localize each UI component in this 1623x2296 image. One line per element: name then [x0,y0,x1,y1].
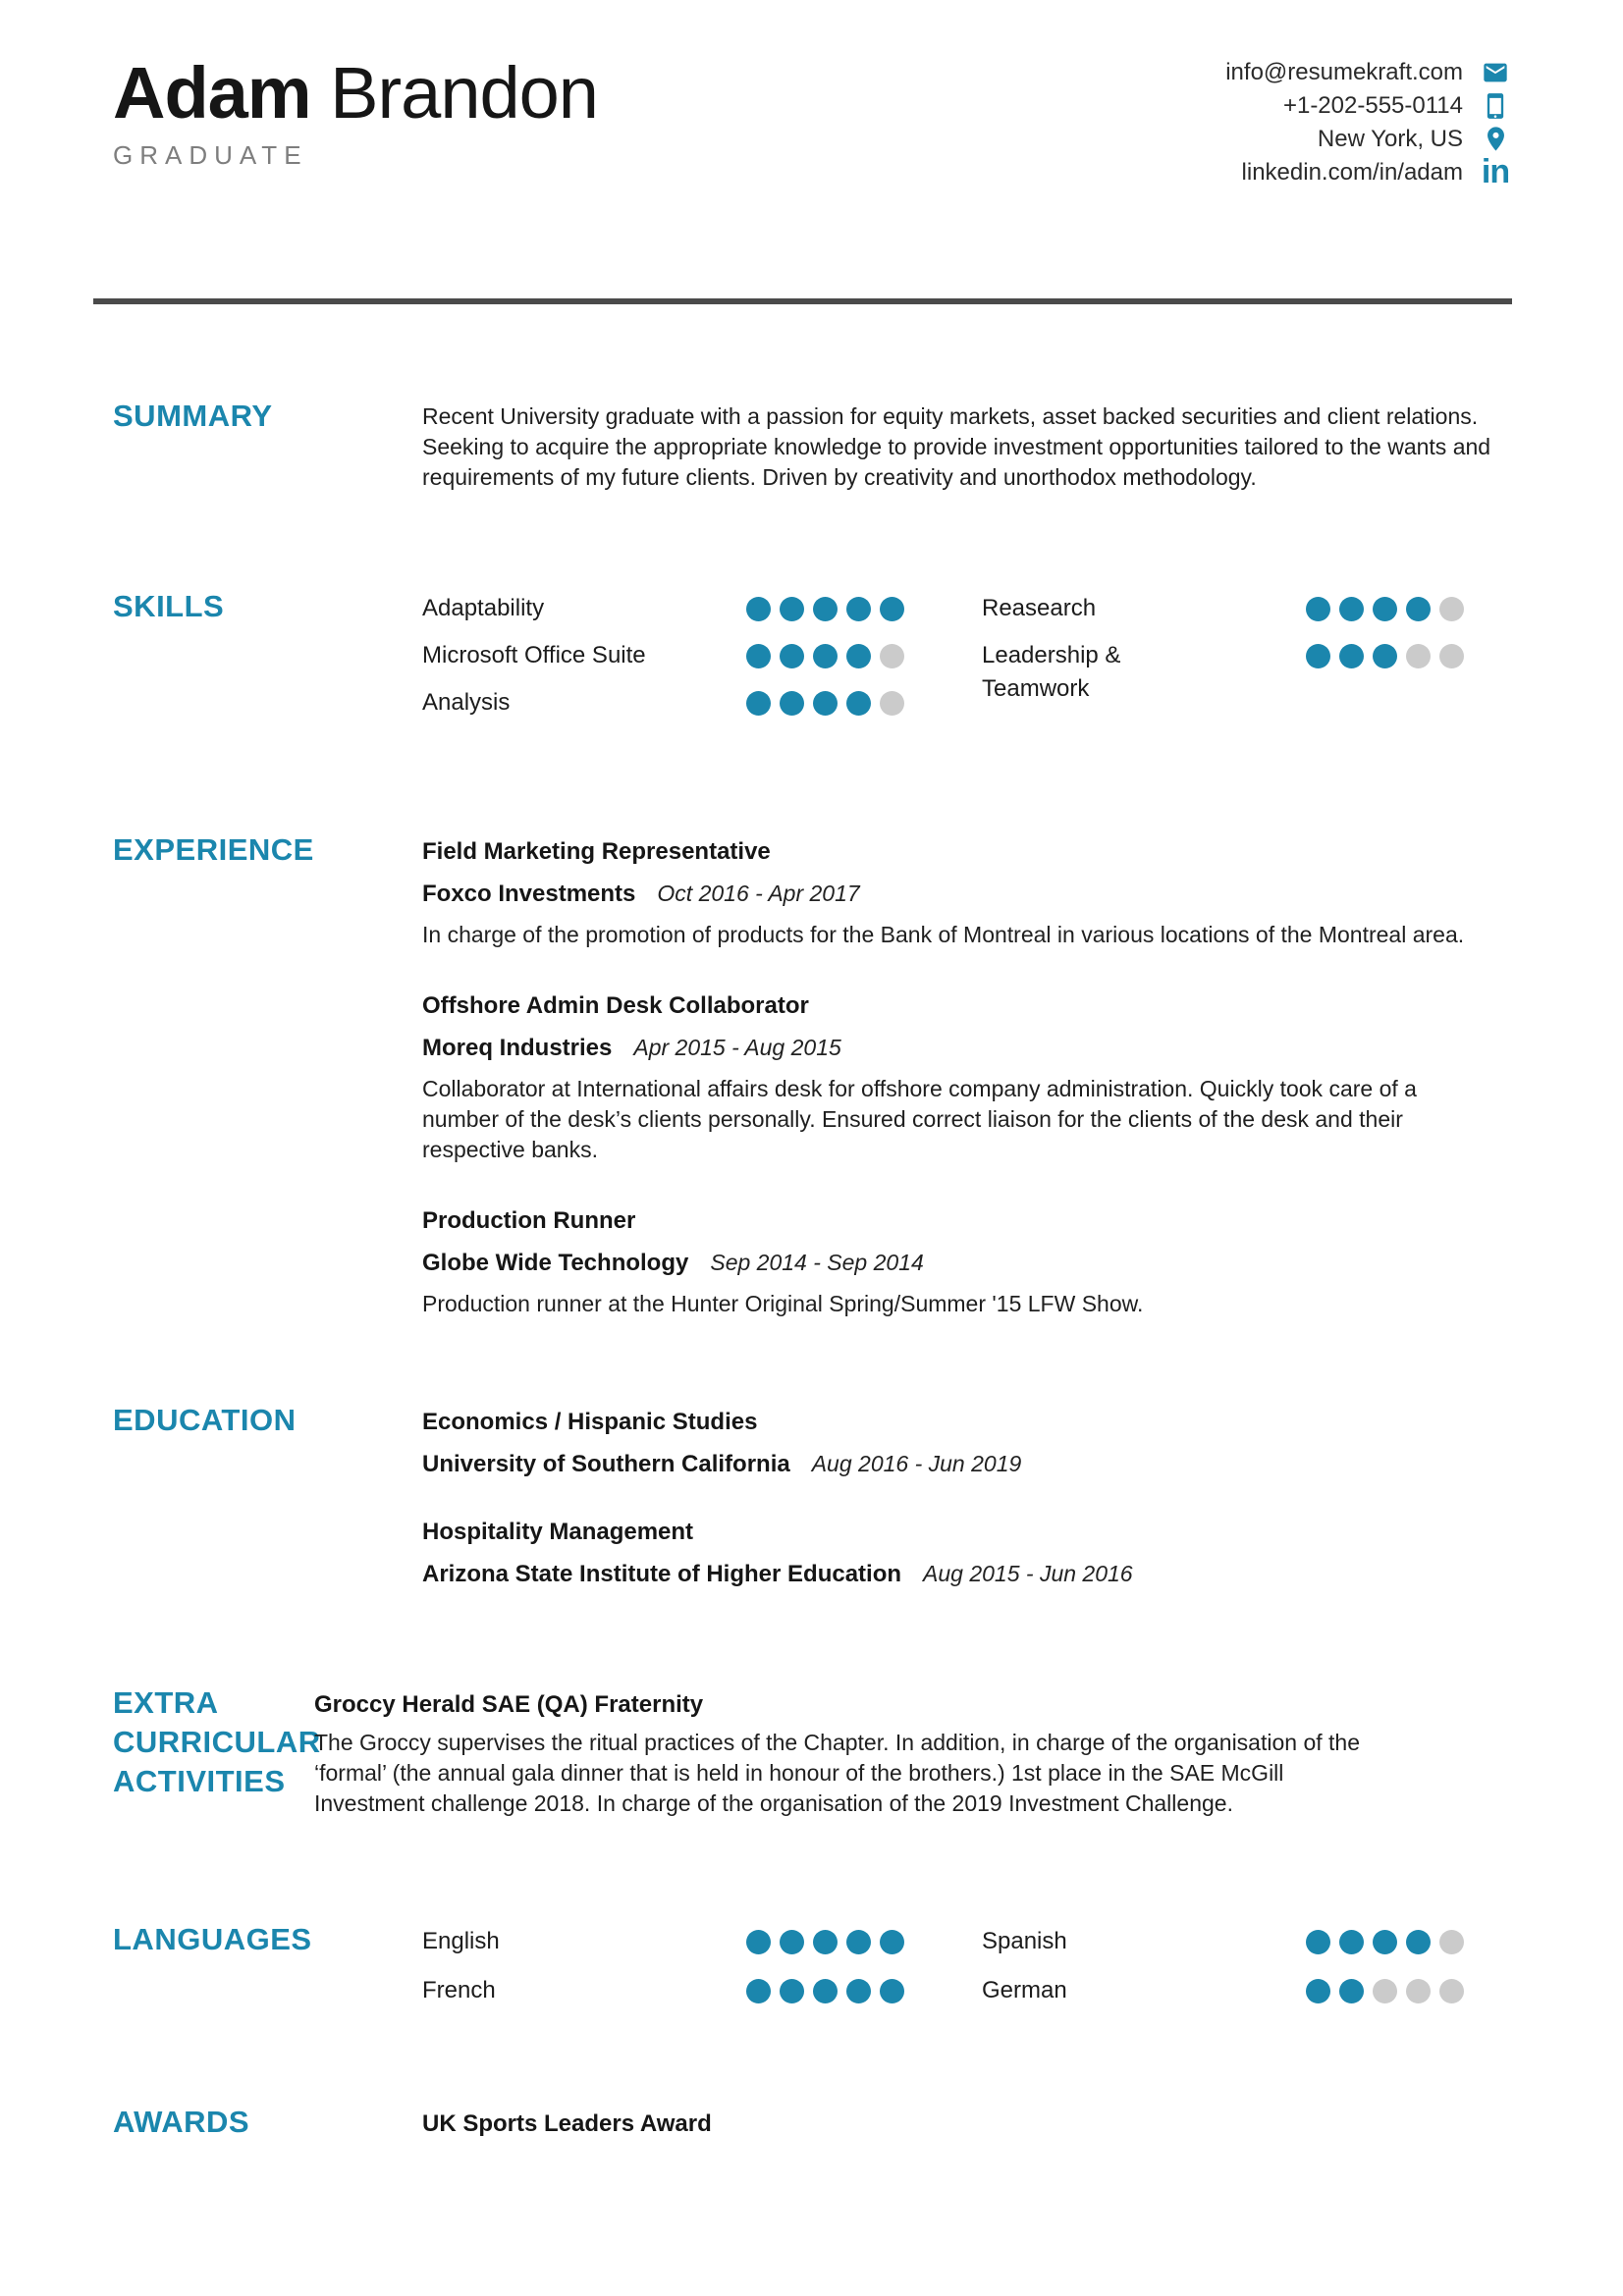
rating-dot-filled [846,644,871,668]
email-icon [1479,59,1512,86]
education-entry [422,1516,1512,1594]
degree-text: Hospitality Management [422,1519,694,1545]
experience-entry [422,989,1512,1165]
company-name: Moreq Industries [422,1035,613,1061]
section-awards [113,2105,1512,2142]
extra-curricular-heading: EXTRA CURRICULAR ACTIVITIES [113,1685,321,1798]
divider [93,298,1512,304]
first-name: Adam [113,52,311,133]
rating-dot-filled [880,1979,904,2003]
rating-dot-filled [746,1930,771,1954]
section-extra-curricular [113,1685,1512,1819]
rating-dot-filled [846,691,871,716]
rating-dot-filled [1406,1930,1431,1954]
skill-rating [746,644,904,672]
header [113,0,1512,190]
rating-dot-filled [1306,644,1330,668]
contact-email [1225,60,1512,84]
skill-label: Microsoft Office Suite [422,642,646,668]
language-item [422,1925,982,1958]
linkedin-icon: in [1481,153,1510,190]
rating-dot-filled [1339,597,1364,621]
rating-dot-empty [880,691,904,716]
rating-dot-filled [1339,1930,1364,1954]
job-dates: Oct 2016 - Apr 2017 [657,881,860,906]
phone-text: +1-202-555-0114 [1282,91,1463,119]
rating-dot-filled [813,1930,838,1954]
education-dates: Aug 2015 - Jun 2016 [923,1561,1133,1586]
summary-text: Recent University graduate with a passion for equity markets, asset backed securities and client relations. Seeking to acquire the appropriate knowledge to provide investment opportunities tailored to the wants and requirements of my future clients. Driven by creativity and unorthodox methodology. [422,403,1491,490]
languages-heading: LANGUAGES [113,1922,312,1956]
language-rating [746,1979,904,2007]
person-name [113,54,598,133]
rating-dot-filled [746,691,771,716]
rating-dot-empty [1439,597,1464,621]
rating-dot-filled [1406,597,1431,621]
language-item [982,1974,1512,2007]
rating-dot-filled [780,597,804,621]
school-name: University of Southern California [422,1451,790,1477]
job-title-text: Field Marketing Representative [422,838,771,865]
language-label: French [422,1977,496,2003]
experience-entry [422,835,1512,950]
rating-dot-filled [813,691,838,716]
skill-item [422,592,982,625]
rating-dot-filled [1373,1930,1397,1954]
skill-label: Adaptability [422,595,545,621]
rating-dot-filled [813,597,838,621]
education-dates: Aug 2016 - Jun 2019 [811,1451,1022,1476]
phone-icon [1479,92,1512,120]
contact-linkedin [1241,153,1512,190]
rating-dot-empty [1373,1979,1397,2003]
extra-curricular-entry [314,1688,1404,1819]
skill-rating [1306,644,1464,706]
rating-dot-filled [1306,1979,1330,2003]
school-name: Arizona State Institute of Higher Education [422,1561,902,1587]
languages-grid [422,1925,1512,2023]
activity-title: Groccy Herald SAE (QA) Fraternity [314,1691,704,1718]
language-item [422,1974,982,2007]
skill-item [982,592,1512,625]
rating-dot-filled [780,1979,804,2003]
rating-dot-filled [780,1930,804,1954]
job-title-text: Offshore Admin Desk Collaborator [422,992,809,1019]
last-name: Brandon [330,52,598,133]
language-item [982,1925,1512,1958]
resume-body [113,401,1512,2142]
award-title: UK Sports Leaders Award [422,2110,712,2137]
contact-location [1318,127,1512,151]
section-education [113,1403,1512,1594]
rating-dot-empty [1439,644,1464,668]
rating-dot-filled [846,597,871,621]
rating-dot-filled [880,1930,904,1954]
company-name: Foxco Investments [422,881,636,907]
degree-text: Economics / Hispanic Studies [422,1409,758,1435]
summary-heading: SUMMARY [113,399,273,433]
skill-rating [746,597,904,625]
job-description: In charge of the promotion of products for the Bank of Montreal in various locations of the Montreal area. [422,922,1465,947]
rating-dot-filled [813,1979,838,2003]
rating-dot-empty [1406,644,1431,668]
section-skills [113,589,1512,733]
location-icon [1479,125,1512,153]
language-rating [746,1930,904,1958]
skill-rating [1306,597,1464,625]
rating-dot-filled [746,644,771,668]
award-entry [422,2108,1512,2141]
rating-dot-empty [880,644,904,668]
language-label: German [982,1977,1067,2003]
language-rating [1306,1930,1464,1958]
skill-item [422,686,982,720]
rating-dot-empty [1439,1930,1464,1954]
rating-dot-filled [813,644,838,668]
language-label: English [422,1928,500,1954]
skills-grid [422,592,1512,733]
rating-dot-filled [780,691,804,716]
rating-dot-empty [1406,1979,1431,2003]
contact-info [1225,58,1512,190]
language-label: Spanish [982,1928,1067,1954]
experience-heading: EXPERIENCE [113,832,314,867]
name-block [113,54,598,185]
job-description: Production runner at the Hunter Original Spring/Summer '15 LFW Show. [422,1291,1144,1316]
job-dates: Sep 2014 - Sep 2014 [710,1250,924,1275]
section-summary [113,401,1512,493]
rating-dot-filled [880,597,904,621]
rating-dot-filled [746,597,771,621]
rating-dot-filled [1306,1930,1330,1954]
contact-phone [1283,93,1512,118]
skill-item [422,639,982,672]
email-text: info@resumekraft.com [1225,58,1463,85]
education-heading: EDUCATION [113,1403,297,1437]
job-dates: Apr 2015 - Aug 2015 [633,1035,841,1060]
rating-dot-filled [1373,644,1397,668]
skill-label: Reasearch [982,595,1097,621]
experience-entry [422,1204,1512,1319]
rating-dot-filled [1306,597,1330,621]
rating-dot-filled [1373,597,1397,621]
skill-item [982,639,1512,706]
linkedin-text: linkedin.com/in/adam [1241,158,1463,186]
skill-label: Analysis [422,689,511,716]
awards-heading: AWARDS [113,2105,250,2139]
skill-rating [746,691,904,720]
company-name: Globe Wide Technology [422,1250,689,1276]
rating-dot-filled [846,1930,871,1954]
rating-dot-filled [1339,1979,1364,2003]
education-entry [422,1406,1512,1484]
rating-dot-filled [1339,644,1364,668]
job-description: Collaborator at International affairs desk for offshore company administration. Quickly took care of a number of the desk’s clients personally. Ensured correct liaison for the clients of the desk and their respective banks. [422,1076,1417,1162]
rating-dot-filled [846,1979,871,2003]
job-title-text: Production Runner [422,1207,636,1234]
section-languages [113,1922,1512,2023]
rating-dot-empty [1439,1979,1464,2003]
activity-description: The Groccy supervises the ritual practices of the Chapter. In addition, in charge of the organisation of the ‘formal’ (the annual gala dinner that is held in honour of the brothers.) 1st place in the SAE McGill Investment challenge 2018. In charge of the organisation of the 2019 Investment Challenge. [314,1730,1360,1816]
section-experience [113,832,1512,1319]
rating-dot-filled [780,644,804,668]
skills-heading: SKILLS [113,589,225,623]
language-rating [1306,1979,1464,2007]
location-text: New York, US [1317,125,1463,152]
rating-dot-filled [746,1979,771,2003]
job-title: GRADUATE [113,140,308,170]
skill-label: Leadership & Teamwork [982,642,1121,702]
